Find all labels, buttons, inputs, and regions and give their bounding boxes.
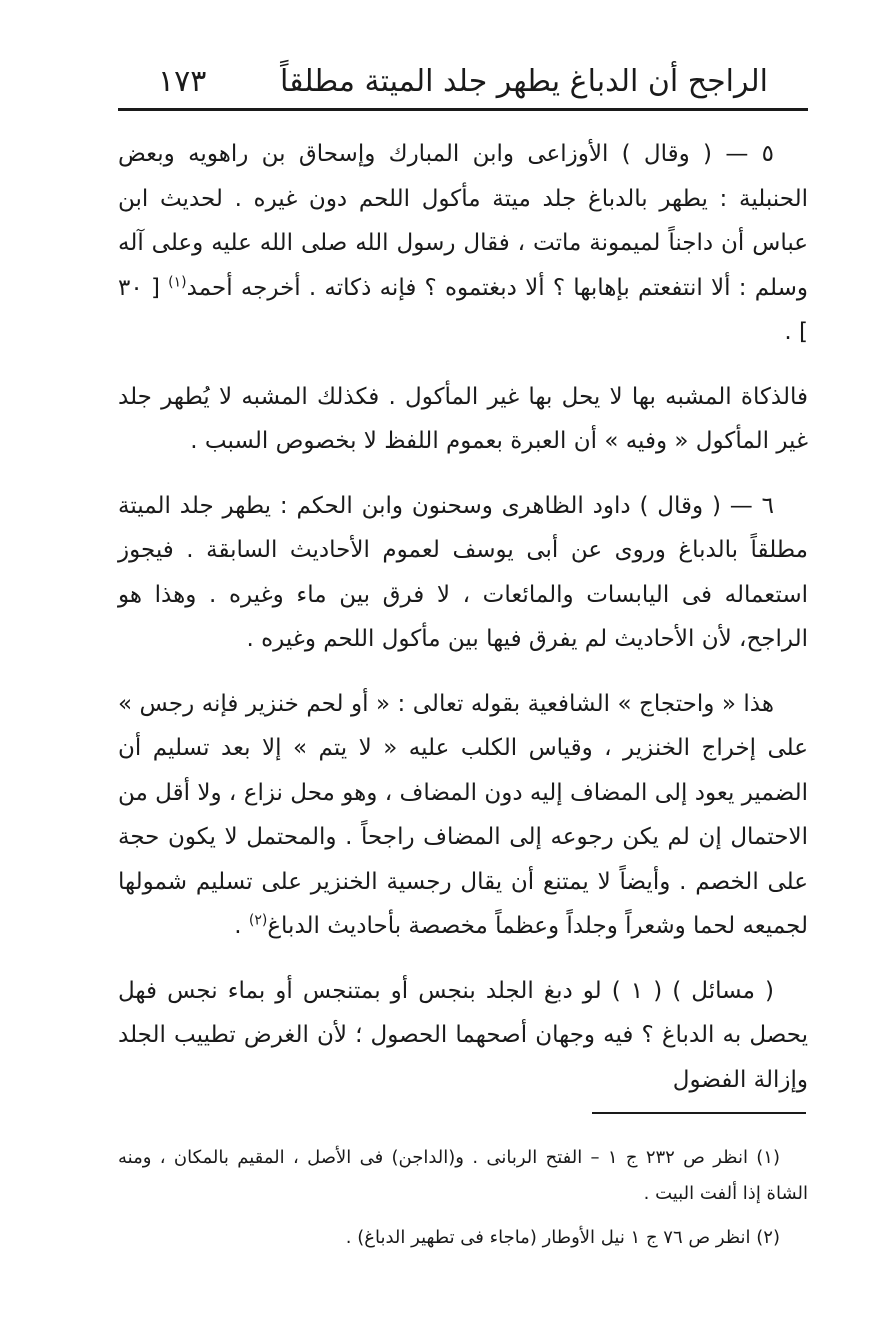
footnote-ref-2: (٢): [248, 912, 268, 929]
paragraph-dawud-opinion: [118, 484, 808, 662]
paragraph-analogy: [118, 375, 808, 464]
paragraph-text-end: .: [234, 913, 249, 939]
footnote-rule: [592, 1112, 806, 1114]
paragraph-text: ٥ — ( وقال ) الأوزاعى وابن المبارك وإسحاق بن راهويه وبعض الحنبلية : يطهر بالدباغ جلد ميتة مأكول اللحم دون غيره . لحديث ابن عباس أن داجناً لميمونة ماتت ، فقال رسول الله صلى الله عليه وعلى آله وسلم : ألا انتفعتم بإهابها ؟ ألا دبغتموه ؟ فإنه ذكاته . أخرجه أحمد: [118, 141, 809, 301]
paragraph-issues: [118, 969, 808, 1103]
paragraph-text-end: [ ٣٠ ] .: [118, 274, 808, 345]
paragraph-text: هذا « واحتجاج » الشافعية بقوله تعالى : « أو لحم خنزير فإنه رجس » على إخراج الخنزير ، وقياس الكلب عليه « لا يتم » إلا بعد تسليم أن الضمير يعود إلى المضاف إليه دون المضاف ، وهو محل نزاع ، ولا أقل من الاحتمال إن لم يكن رجوعه إلى المضاف راجحاً . والمحتمل لا يكون حجة على الخصم . وأيضاً لا يمتنع أن يقال رجسية الخنزير على تسليم شمولها لجميعه لحما وشعراً وجلداً وعظماً مخصصة بأحاديث الدباغ: [118, 690, 808, 939]
paragraph-shafii-argument: [118, 682, 808, 949]
body-text: [118, 132, 808, 1122]
paragraph-text: ٦ — ( وقال ) داود الظاهرى وسحنون وابن الحكم : يطهر جلد الميتة مطلقاً بالدباغ وروى عن أبى يوسف لعموم الأحاديث السابقة . فيجوز استعماله فى اليابسات والمائعات ، لا فرق بين ماء وغيره . وهذا هو الراجح، لأن الأحاديث لم يفرق فيها بين مأكول اللحم وغيره .: [118, 492, 808, 652]
footnotes: [118, 1140, 808, 1264]
paragraph-text: ( مسائل ) ( ١ ) لو دبغ الجلد بنجس أو بمتنجس أو بماء نجس فهل يحصل به الدباغ ؟ فيه وجهان أصحهما الحصول ؛ لأن الغرض تطييب الجلد وإزالة الفضول: [118, 977, 808, 1093]
paragraph-awzai-opinion: [118, 132, 808, 355]
page-header: [118, 50, 808, 106]
footnote-ref-1: (١): [168, 273, 187, 290]
footnote-1: (١) انظر ص ٢٣٢ ج ١ – الفتح الربانى . و(الداجن) فى الأصل ، المقيم بالمكان ، ومنه الشاة إذا ألفت البيت .: [118, 1147, 808, 1204]
footnote-2: (٢) انظر ص ٧٦ ج ١ نيل الأوطار (ماجاء فى تطهير الدباغ) .: [345, 1227, 780, 1248]
page-number: ١٧٣: [158, 64, 207, 99]
running-title: الراجح أن الدباغ يطهر جلد الميتة مطلقاً: [280, 64, 768, 99]
header-rule: [118, 108, 808, 111]
paragraph-text: فالذكاة المشبه بها لا يحل بها غير المأكول . فكذلك المشبه لا يُطهر جلد غير المأكول « وفيه » أن العبرة بعموم اللفظ لا بخصوص السبب .: [118, 383, 808, 454]
